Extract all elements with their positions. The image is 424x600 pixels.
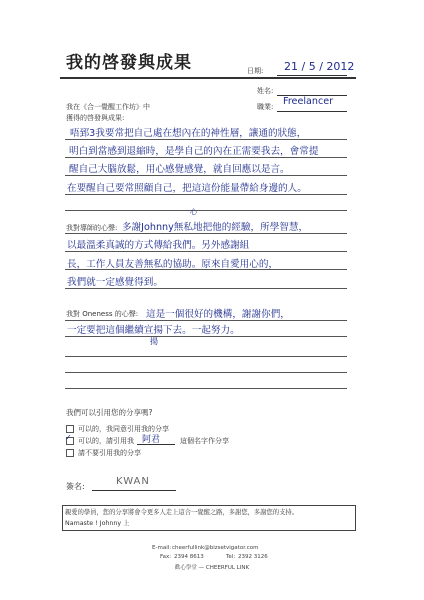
footer-org: 歡心學堂 — CHEERFUL LINK — [174, 565, 250, 571]
date-underline — [277, 75, 347, 76]
gain-line-4[interactable]: 在要醒自己要常照顧自己，把這這份能量帶給身邊的人。 — [67, 183, 307, 194]
quote-line-2: Namaste ! Johnny 上 — [65, 520, 130, 527]
answer-rule — [65, 139, 347, 140]
insert-mark: 揚 — [150, 337, 158, 346]
job-label: 職業: — [257, 103, 274, 111]
gain-line-2[interactable]: 明白到當感到退縮時，是學自己的內在正需要我去，會常提 — [69, 146, 319, 157]
gain-label: 獲得的啓發與成果: — [66, 114, 125, 122]
share-name-underline — [137, 444, 175, 445]
answer-rule — [65, 269, 347, 270]
share-option-suffix: 這個名字作分享 — [180, 437, 229, 445]
answer-rule — [65, 336, 347, 337]
name-label: 姓名: — [257, 87, 274, 95]
mentor-line-2[interactable]: 以最溫柔真誠的方式傳給我們。另外感謝組 — [67, 240, 250, 251]
answer-rule — [65, 194, 347, 195]
share-option-label: 請不要引用我的分享 — [78, 449, 141, 457]
job-underline — [277, 111, 347, 112]
answer-rule — [65, 157, 347, 158]
signature-label: 簽名: — [66, 482, 85, 491]
oneness-line-2[interactable]: 一定要把這個繼續宣揚下去。一起努力。 — [67, 325, 240, 336]
footer-fax-label: Fax: — [160, 554, 172, 560]
footer-tel-label: Tel: — [226, 554, 236, 560]
answer-rule — [65, 288, 347, 289]
answer-rule — [65, 388, 347, 389]
workshop-text: 我在《合一覺醒工作坊》中 — [66, 103, 150, 111]
job-value[interactable]: Freelancer — [283, 96, 334, 107]
share-option-checkbox[interactable] — [66, 449, 74, 457]
share-option-checkbox[interactable] — [66, 425, 74, 433]
mentor-line-3[interactable]: 長，工作人員友善無私的協助。原來自愛用心的， — [67, 259, 279, 270]
gain-line-1[interactable]: 唔郅3我要常把自己處在想內在的神性層，讓通的狀態， — [70, 128, 307, 139]
footer-fax: 2394 8613 — [174, 554, 204, 560]
title-divider — [60, 77, 356, 79]
insert-mark: 心 — [190, 208, 197, 216]
page-title: 我的啓發與成果 — [66, 53, 192, 73]
footer-tel: 2392 3126 — [238, 554, 268, 560]
answer-rule — [65, 356, 347, 357]
sharing-question: 我們可以引用您的分享嗎? — [66, 408, 153, 417]
oneness-line-1[interactable]: 這是一個很好的機構，謝謝你們， — [146, 309, 290, 320]
footer-email-label: E-mail: — [152, 545, 172, 551]
share-option-label: 可以的，請引用我 — [78, 437, 134, 445]
footer-email[interactable]: cheerfullink@bizsetvigator.com — [172, 545, 259, 551]
mentor-line-1[interactable]: 多謝Johnny無私地把他的經驗，所學智慧， — [122, 222, 309, 233]
quote-line-1: 親愛的學員，您的分享將會令更多人走上這合一覺醒之路，多謝您，多謝您的支持。 — [65, 509, 298, 516]
date-value[interactable]: 21 / 5 / 2012 — [284, 60, 355, 73]
date-label: 日期: — [247, 67, 264, 75]
oneness-label: 我對 Oneness 的心聲: — [66, 310, 139, 318]
gain-line-3[interactable]: 醒自己大腦放鬆，用心感覺感覺，就自回應以是言。 — [69, 164, 290, 175]
signature-underline — [92, 490, 176, 491]
checkmark-icon: ✓ — [65, 433, 72, 442]
answer-rule — [65, 320, 347, 321]
answer-rule — [65, 210, 347, 211]
mentor-label: 我對導師的心聲: — [66, 224, 118, 232]
share-option-label: 可以的，我同意引用我的分享 — [78, 425, 169, 433]
answer-rule — [65, 233, 347, 234]
signature-value[interactable]: KWAN — [116, 476, 150, 487]
share-name-value[interactable]: 阿君 — [142, 435, 161, 445]
answer-rule — [65, 175, 347, 176]
answer-rule — [65, 372, 347, 373]
mentor-line-4[interactable]: 我們就一定感覺得到。 — [67, 277, 163, 288]
answer-rule — [65, 251, 347, 252]
